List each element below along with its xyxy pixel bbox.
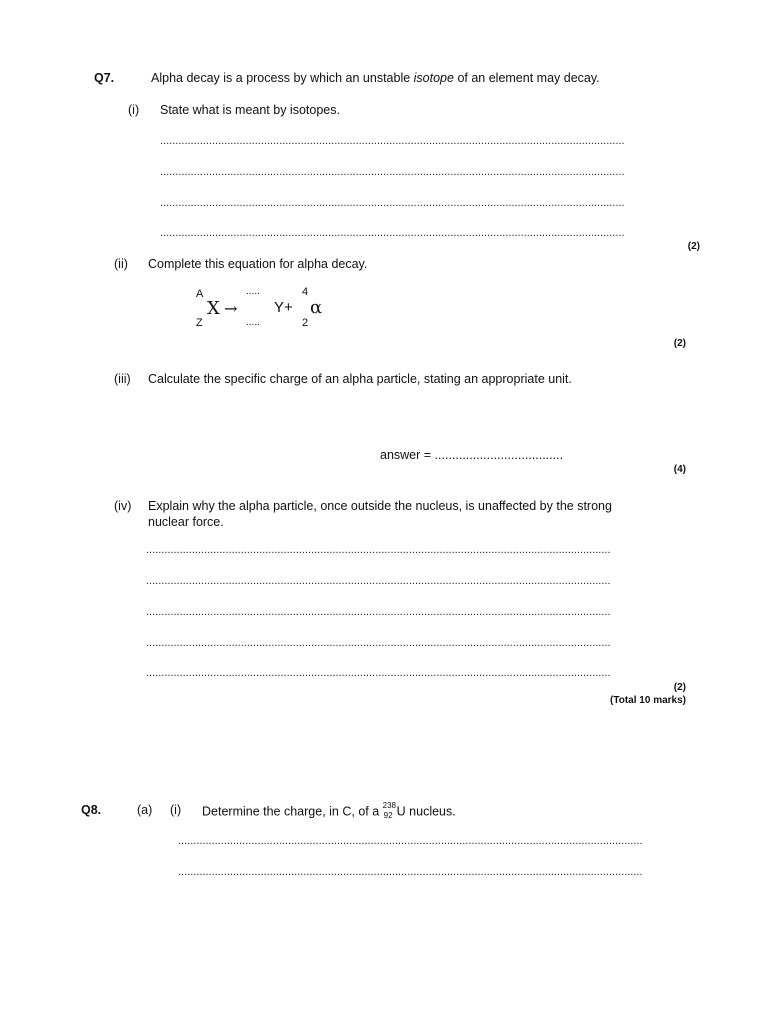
q7-ii-marks: (2) [673, 338, 686, 349]
mass-number: 238 [382, 801, 397, 810]
answer-line[interactable]: ........................................................................................................................................................ [146, 667, 611, 679]
q7-intro-italic: isotope [413, 71, 454, 85]
answer-line[interactable]: ........................................................................................................................................................ [160, 166, 625, 178]
q7-i-text: State what is meant by isotopes. [160, 103, 340, 117]
q8-text-pre: Determine the charge, in C, of a [202, 804, 383, 819]
answer-line[interactable]: ........................................................................................................................................................ [178, 835, 643, 847]
blank-bottom-dots[interactable]: ..... [246, 317, 260, 328]
q8-part-a: (a) [137, 803, 153, 817]
element-y-plus: Y+ [274, 299, 293, 316]
q7-ii-number: (ii) [114, 257, 128, 271]
q8-part-i: (i) [170, 803, 182, 817]
q7-label: Q7. [94, 71, 115, 85]
answer-line[interactable]: ........................................................................................................................................................ [146, 606, 611, 618]
answer-line[interactable]: ........................................................................................................................................................ [160, 197, 625, 209]
atomic-number: 92 [383, 811, 393, 820]
q7-total-marks: (Total 10 marks) [610, 695, 686, 706]
q7-iii-number: (iii) [114, 372, 131, 386]
q7-i-number: (i) [128, 103, 140, 117]
alpha-mass-number: 4 [302, 286, 309, 298]
q7-iv-text-line2: nuclear force. [148, 515, 224, 529]
q7-i-marks: (2) [687, 241, 700, 252]
answer-line[interactable]: ........................................................................................................................................................ [146, 544, 611, 556]
q7-intro-pre: Alpha decay is a process by which an unstable [151, 71, 414, 85]
answer-line[interactable]: ........................................................................................................................................................ [160, 135, 625, 147]
q7-intro [151, 71, 600, 85]
alpha-decay-equation [196, 287, 336, 335]
q8-text-post: nucleus. [405, 804, 456, 819]
q7-iii-marks: (4) [673, 464, 686, 475]
atomic-number-z: Z [196, 317, 203, 329]
answer-line[interactable]: ........................................................................................................................................................ [146, 637, 611, 649]
element-u: U [396, 804, 406, 819]
q7-intro-post: of an element may decay. [453, 71, 600, 85]
answer-field[interactable]: answer = ..................................... [380, 448, 564, 462]
mass-number-a: A [196, 288, 204, 300]
alpha-atomic-number: 2 [302, 317, 309, 329]
uranium-nuclide-notation [383, 803, 397, 821]
alpha-symbol: α [310, 297, 323, 318]
q7-iv-text-line1: Explain why the alpha particle, once outside the nucleus, is unaffected by the strong [148, 499, 612, 513]
element-x: X [207, 298, 220, 319]
arrow-icon: → [224, 299, 238, 318]
answer-line[interactable]: ........................................................................................................................................................ [146, 575, 611, 587]
answer-line[interactable]: ........................................................................................................................................................ [178, 866, 643, 878]
q7-iv-marks: (2) [673, 682, 686, 693]
q7-iv-number: (iv) [114, 499, 132, 513]
q8-label: Q8. [81, 803, 102, 817]
q7-ii-text: Complete this equation for alpha decay. [148, 257, 368, 271]
q7-iii-text: Calculate the specific charge of an alpha particle, stating an appropriate unit. [148, 372, 572, 386]
q8-text [202, 803, 456, 821]
blank-top-dots[interactable]: ..... [246, 286, 260, 297]
answer-line[interactable]: ........................................................................................................................................................ [160, 227, 625, 239]
